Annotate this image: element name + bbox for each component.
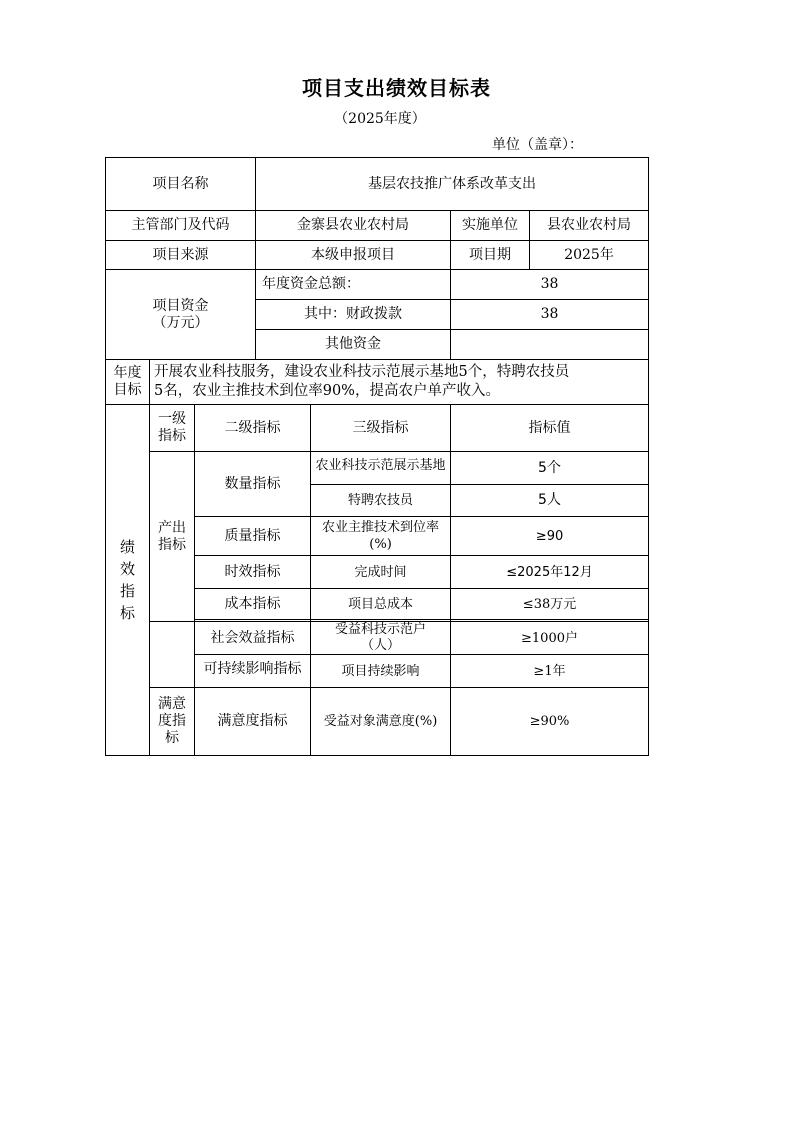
satisfaction-level1 [150, 688, 195, 756]
dept-value: 金寨县农业农村局 [256, 211, 451, 241]
annual-goal-label-line2: 目标 [113, 382, 142, 398]
perf-label-char: 绩 [119, 538, 135, 556]
output-label-line1: 产出 [158, 519, 186, 536]
satisfaction-level2: 满意度指标 [195, 688, 311, 756]
tech-rate-line1: 农业主推技术到位率 [322, 520, 440, 535]
satisfaction-item: 受益对象满意度(%) [311, 688, 451, 756]
effect-indicator-label [150, 622, 195, 688]
complete-time-value: ≤2025年12月 [451, 556, 649, 589]
row-annual-goal [106, 360, 649, 405]
time-indicator: 时效指标 [195, 556, 311, 589]
fund-label [106, 270, 256, 360]
perf-label-char: 指 [119, 582, 135, 600]
project-name-label: 项目名称 [106, 158, 256, 211]
row-department [106, 211, 649, 241]
tech-rate-value: ≥90 [451, 517, 649, 556]
demo-base-value: 5个 [451, 452, 649, 485]
level2-header: 二级指标 [195, 405, 311, 452]
row-demo-base [106, 452, 649, 485]
perf-indicator-label [106, 405, 150, 756]
row-benefit-households [106, 622, 649, 655]
row-satisfaction [106, 688, 649, 756]
satis-label-line2: 度指 [158, 713, 186, 729]
cost-indicator: 成本指标 [195, 589, 311, 620]
special-agent-item: 特聘农技员 [311, 485, 451, 517]
tech-rate-item [311, 517, 451, 556]
fiscal-year: （2025年度） [334, 111, 426, 127]
social-benefit-indicator: 社会效益指标 [195, 622, 311, 655]
fund-label-line1: 项目资金 [152, 297, 209, 314]
output-label-line2: 指标 [158, 536, 186, 553]
tech-rate-line2: (%) [369, 537, 392, 552]
fund-other-value [451, 330, 649, 360]
quality-indicator: 质量指标 [195, 517, 311, 556]
fund-label-line2: （万元） [152, 314, 209, 331]
total-cost-value: ≤38万元 [451, 589, 649, 620]
fund-total-label: 年度资金总额： [256, 270, 451, 300]
project-name-value: 基层农技推广体系改革支出 [256, 158, 649, 211]
annual-goal-label [106, 360, 150, 405]
sustain-indicator-text: 可持续影响指标 [203, 661, 302, 677]
level1-header [150, 405, 195, 452]
row-indicator-header [106, 405, 649, 452]
demo-base-item [311, 452, 451, 485]
period-label: 项目期 [451, 241, 530, 270]
fund-fiscal-label: 其中：财政拨款 [256, 300, 451, 330]
benefit-households-line2: （人） [361, 638, 401, 653]
annual-goal-label-line1: 年度 [113, 365, 142, 381]
satis-label-line1: 满意 [158, 696, 186, 712]
sustain-item: 项目持续影响 [311, 655, 451, 688]
level1-header-line2: 指标 [158, 428, 186, 444]
benefit-households-value: ≥1000户 [451, 622, 649, 655]
quantity-indicator: 数量指标 [195, 452, 311, 517]
dept-label: 主管部门及代码 [106, 211, 256, 241]
performance-goal-table [105, 157, 649, 756]
annual-goal-line1: 开展农业科技服务，建设农业科技示范展示基地5个，特聘农技员 [154, 364, 570, 380]
total-cost-item: 项目总成本 [311, 589, 451, 620]
fund-fiscal-value: 38 [451, 300, 649, 330]
satisfaction-value: ≥90% [451, 688, 649, 756]
source-label: 项目来源 [106, 241, 256, 270]
fund-total-value: 38 [451, 270, 649, 300]
period-value: 2025年 [530, 241, 649, 270]
sustain-value: ≥1年 [451, 655, 649, 688]
annual-goal-text [150, 360, 649, 405]
row-source [106, 241, 649, 270]
level1-header-line1: 一级 [158, 411, 186, 427]
sustain-indicator [195, 655, 311, 688]
perf-label-char: 效 [119, 560, 135, 578]
annual-goal-line2: 5名，农业主推技术到位率90%，提高农户单产收入。 [154, 383, 500, 399]
perf-label-char: 标 [119, 604, 135, 622]
impl-label: 实施单位 [451, 211, 530, 241]
value-header: 指标值 [451, 405, 649, 452]
unit-seal-label: 单位（盖章）： [492, 137, 583, 153]
row-project-name [106, 158, 649, 211]
benefit-households-text [313, 622, 448, 654]
benefit-households-item [311, 622, 451, 655]
source-value: 本级申报项目 [256, 241, 451, 270]
row-fund-total [106, 270, 649, 300]
satis-label-line3: 标 [165, 730, 179, 746]
page-title: 项目支出绩效目标表 [302, 76, 491, 100]
output-indicator-label [150, 452, 195, 622]
impl-value: 县农业农村局 [530, 211, 649, 241]
demo-base-text: 农业科技示范展示基地 [315, 458, 446, 473]
level3-header: 三级指标 [311, 405, 451, 452]
special-agent-value: 5人 [451, 485, 649, 517]
complete-time-item: 完成时间 [311, 556, 451, 589]
benefit-households-line1: 受益科技示范户 [335, 622, 427, 637]
fund-other-label: 其他资金 [256, 330, 451, 360]
